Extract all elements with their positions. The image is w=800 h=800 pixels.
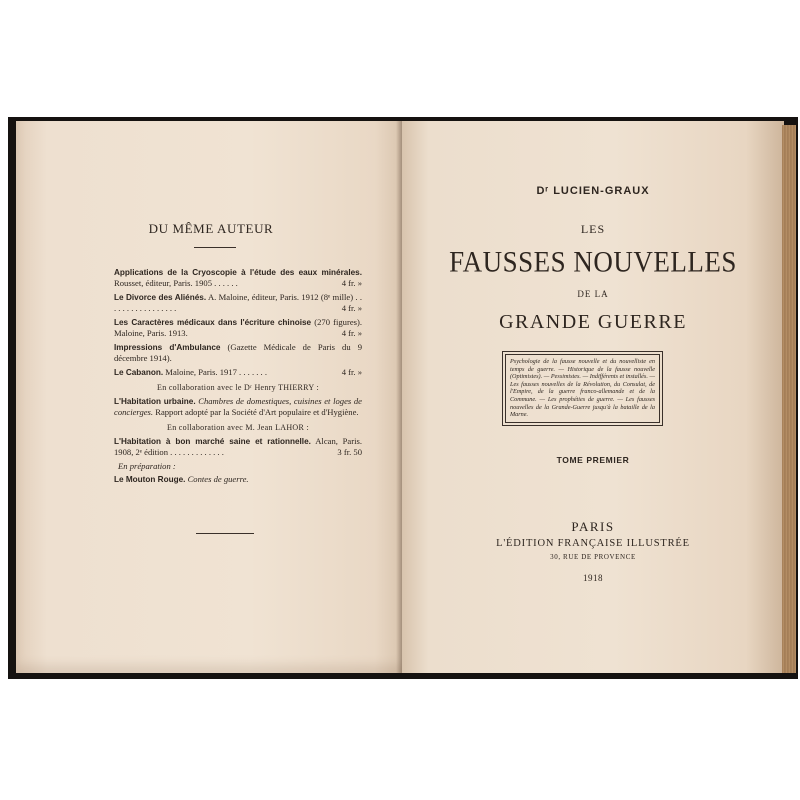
heading-rule	[194, 247, 236, 248]
open-book	[8, 117, 798, 679]
publisher-address: 30, RUE DE PROVENCE	[550, 553, 636, 561]
list-item: Impressions d'Ambulance (Gazette Médicale de Paris du 9 décembre 1914).	[114, 342, 362, 363]
list-item: Applications de la Cryoscopie à l'étude des eaux minérales. Rousset, éditeur, Paris. 1905 . . . . . . 4 fr. »	[114, 268, 362, 288]
list-item: L'Habitation à bon marché saine et rationnelle. Alcan, Paris. 1908, 2ᵉ édition . . . . . . . . . . . . . 3 fr. 50	[114, 436, 362, 457]
title-de-la: DE LA	[577, 289, 609, 299]
page-edges	[782, 125, 796, 673]
title-grande-guerre: GRANDE GUERRE	[499, 311, 687, 333]
du-meme-auteur-heading: DU MÊME AUTEUR	[148, 221, 274, 236]
list-item: Le Mouton Rouge. Contes de guerre.	[114, 474, 249, 484]
title-page	[402, 121, 784, 673]
publication-city: PARIS	[571, 519, 615, 534]
preparation-heading: En préparation :	[118, 461, 176, 471]
title-main: FAUSSES NOUVELLES	[449, 245, 737, 279]
list-item: L'Habitation urbaine. Chambres de domestiques, cuisines et loges de concierges. Rapport adopté par la Société d'Art populaire et d'Hygiène.	[114, 396, 362, 417]
contents-box: Psychologie de la fausse nouvelle et du nouvelliste en temps de guerre. — Historique de la fausse nouvelle (Optimistes). — Pessimistes. — Indifférents et installés. — Les fausses nouvelles de la Révolution, du Consulat, de l'Empire, de la guerre franco-allemande et de la Commune. — Les prophéties de guerre. — Les fausses nouvelles de la Grande-Guerre jusqu'à la bataille de la Marne.	[505, 354, 660, 423]
bottom-rule	[196, 533, 254, 534]
title-les: LES	[580, 222, 606, 236]
list-item: Le Divorce des Aliénés. A. Maloine, éditeur, Paris. 1912 (8ᵉ mille) . . . . . . . . . . . . . . . . . 4 fr. »	[114, 292, 363, 313]
collaboration-heading: En collaboration avec le Dʳ Henry THIERRY :	[157, 383, 319, 392]
left-page	[16, 121, 406, 673]
publisher-name: L'ÉDITION FRANÇAISE ILLUSTRÉE	[496, 538, 690, 549]
list-item: Le Cabanon. Maloine, Paris. 1917 . . . . . . . 4 fr. »	[114, 367, 362, 377]
volume-label: TOME PREMIER	[556, 455, 630, 465]
list-item: Les Caractères médicaux dans l'écriture chinoise (270 figures). Maloine, Paris. 1913. 4 fr. »	[114, 317, 362, 338]
author-name: Dʳ LUCIEN-GRAUX	[536, 185, 650, 197]
collaboration-heading: En collaboration avec M. Jean LAHOR :	[167, 423, 309, 432]
publication-year: 1918	[583, 573, 603, 583]
works-list	[114, 267, 362, 488]
